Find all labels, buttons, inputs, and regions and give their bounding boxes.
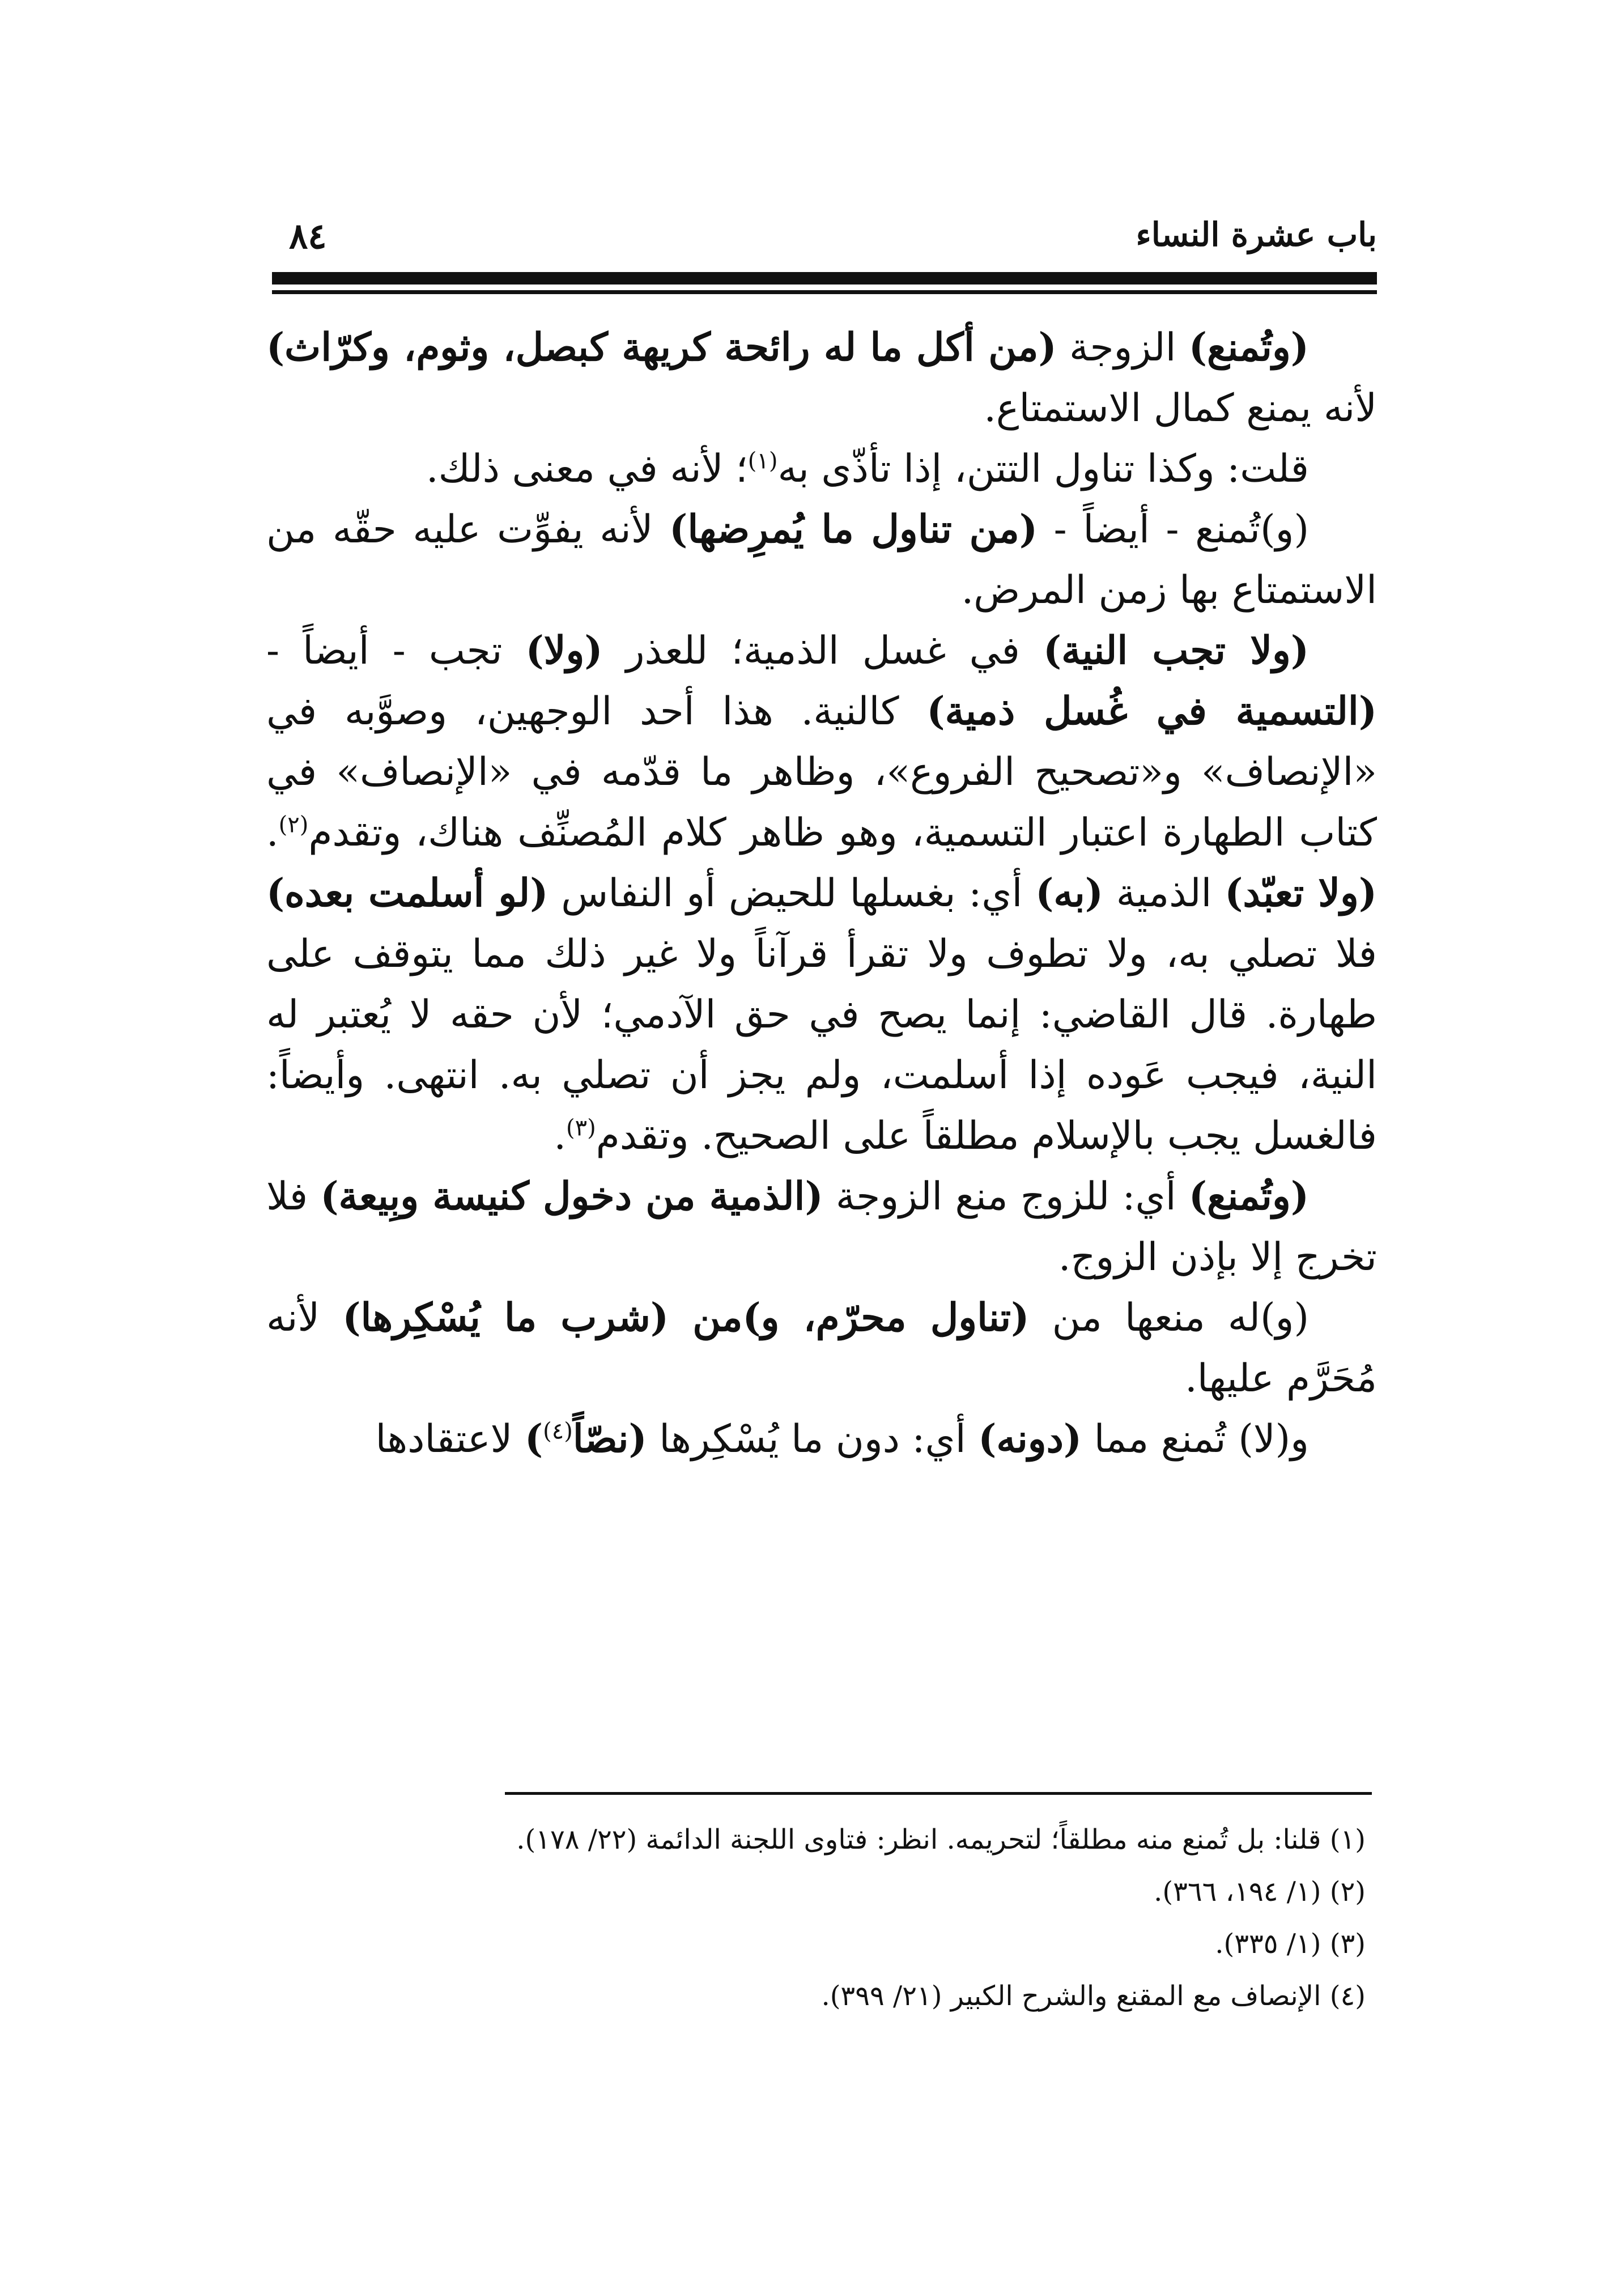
paragraph (266, 439, 1377, 499)
paragraph (266, 1288, 1377, 1409)
paragraph (266, 499, 1377, 621)
sharh-text: الذمية (1103, 871, 1225, 916)
sharh-text: أي: دون ما يُسْكِرها (647, 1417, 979, 1462)
matn-text: (نصّاً (572, 1416, 647, 1462)
matn-text: (ولا تعبّد) (1225, 871, 1377, 916)
matn-text: ) (524, 1416, 543, 1462)
matn-text: (الذمية من دخول كنيسة وبِيعة) (320, 1174, 823, 1219)
footnote-4: (٤) الإنصاف مع المقنع والشرح الكبير (٢١/ ٣٩٩). (821, 1980, 1366, 2012)
body-text (266, 317, 1377, 1768)
matn-text: (من أكل ما له رائحة كريهة كبصل، وثوم، وكرّاث) (266, 325, 1057, 370)
matn-text: (وتُمنع) (1188, 325, 1309, 370)
footnote-ref: (١) (747, 448, 778, 474)
paragraph (266, 1409, 1377, 1470)
sharh-text: لاعتقادها (375, 1417, 525, 1462)
footnote-1: (١) قلنا: بل تُمنع منه مطلقاً؛ لتحريمه. انظر: فتاوى اللجنة الدائمة (٢٢/ ١٧٨). (516, 1824, 1366, 1855)
sharh-text: لأنه يفوِّت عليه حقّه من الاستمتاع بها زمن المرض. (266, 507, 1377, 613)
sharh-text: (و)له منعها من (1029, 1296, 1310, 1340)
matn-text: (ولا تجب النية) (1043, 628, 1310, 673)
matn-text: (ولا) (525, 628, 603, 673)
matn-text: (وتُمنع) (1188, 1174, 1309, 1219)
sharh-text: ؛ لأنه في معنى ذلك. (426, 447, 748, 491)
footnote-ref: (٢) (278, 812, 309, 838)
sharh-text: في غسل الذمية؛ للعذر (602, 629, 1043, 673)
sharh-text: فلا تخرج إلا بإذن الزوج. (266, 1174, 1377, 1280)
sharh-text: الزوجة (1056, 325, 1189, 370)
footnote-2: (٢) (١/ ١٩٤، ٣٦٦). (1154, 1876, 1366, 1908)
sharh-text: فلا تصلي به، ولا تطوف ولا تقرأ قرآناً ولا غير ذلك مما يتوقف على طهارة. قال القاضي: إنما يصح في حق الآدمي؛ لأن حقه لا يُعتبر له النية، فيجب عَوده إذا أسلمت، ولم يجز أن تصلي به. انتهى. وأيضاً: فالغسل يجب بالإسلام مطلقاً على الصحيح. وتقدم (266, 932, 1377, 1158)
matn-text: (التسمية في غُسل ذمية) (926, 689, 1377, 734)
sharh-text: لأنه مُحَرَّم عليها. (266, 1296, 1377, 1401)
sharh-text: لأنه يمنع كمال الاستمتاع. (984, 386, 1377, 431)
sharh-text: أي: بغسلها للحيض أو النفاس (548, 871, 1036, 916)
matn-text: (تناول محرّم، و)من (شرب ما يُسْكِرها) (342, 1295, 1030, 1340)
matn-text: (لو أسلمت بعده) (266, 871, 549, 916)
matn-text: (به) (1035, 871, 1103, 916)
header-rule-thin (272, 290, 1377, 294)
sharh-text: و(لا) تُمنع مما (1082, 1417, 1309, 1462)
chapter-title: باب عشرة النساء (1136, 215, 1377, 254)
paragraph (266, 1166, 1377, 1288)
running-header (272, 210, 1377, 272)
page-number: ٨٤ (289, 215, 327, 257)
sharh-text: . (266, 810, 279, 855)
sharh-text: كالنية. هذا أحد الوجهين، وصوَّبه في «الإنصاف» و«تصحيح الفروع»، وظاهر ما قدّمه في «الإنصاف» في كتاب الطهارة اعتبار التسمية، وهو ظاهر كلام المُصنِّف هناك، وتقدم (266, 689, 1377, 855)
footnote-separator (505, 1792, 1372, 1795)
paragraph (266, 621, 1377, 1166)
footnote-ref: (٣) (566, 1115, 596, 1141)
sharh-text: (و)تُمنع - أيضاً - (1038, 507, 1309, 552)
matn-text: (من تناول ما يُمرِضها) (669, 507, 1038, 552)
sharh-text: تجب - أيضاً - (266, 629, 526, 673)
sharh-text: . (554, 1114, 566, 1158)
footnote-3: (٣) (١/ ٣٣٥). (1215, 1928, 1366, 1960)
sharh-text: قلت: وكذا تناول التتن، إذا تأذّى به (777, 447, 1309, 491)
footnote-ref: (٤) (543, 1418, 573, 1445)
footnotes (266, 1814, 1377, 2022)
paragraph (266, 317, 1377, 439)
sharh-text: أي: للزوج منع الزوجة (823, 1174, 1189, 1219)
matn-text: (دونه) (978, 1416, 1082, 1462)
header-rule-thick (272, 272, 1377, 284)
